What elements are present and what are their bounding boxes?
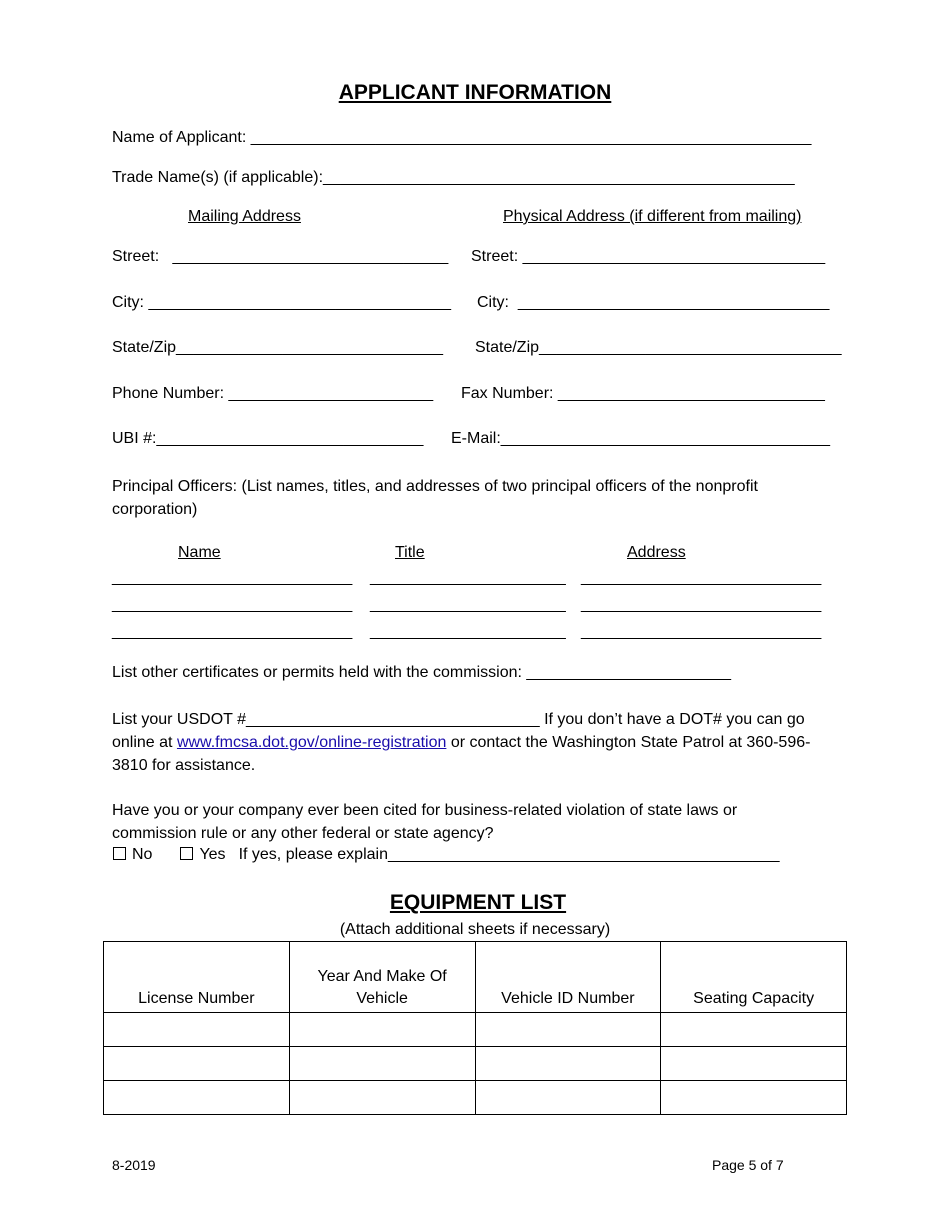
name-of-applicant-field[interactable]: Name of Applicant: _______________________________________________________________ — [112, 129, 812, 146]
officer-3-address-field[interactable]: ___________________________ — [581, 623, 822, 640]
trade-name-field[interactable]: Trade Name(s) (if applicable):_____________________________________________________ — [112, 169, 795, 186]
table-row — [104, 1013, 847, 1047]
applicant-title: APPLICANT INFORMATION — [338, 81, 612, 104]
table-cell[interactable] — [104, 1013, 290, 1047]
fmcsa-registration-link[interactable]: www.fmcsa.dot.gov/online-registration — [176, 734, 447, 751]
physical-address-header: Physical Address (if different from mailing) — [503, 208, 802, 225]
officer-3-name-field[interactable]: ___________________________ — [112, 623, 353, 640]
table-cell[interactable] — [475, 1081, 661, 1115]
officer-1-title-field[interactable]: ______________________ — [370, 569, 566, 586]
explain-field[interactable]: If yes, please explain____________________________________________ — [238, 846, 780, 863]
cited-options-row — [113, 845, 780, 865]
officer-3-title-field[interactable]: ______________________ — [370, 623, 566, 640]
officer-2-address-field[interactable]: ___________________________ — [581, 596, 822, 613]
yes-checkbox[interactable] — [180, 847, 193, 860]
no-checkbox[interactable] — [113, 847, 126, 860]
officer-col-address: Address — [627, 544, 686, 561]
table-cell[interactable] — [661, 1013, 847, 1047]
physical-street-field[interactable]: Street: __________________________________ — [471, 248, 826, 265]
other-certificates-field[interactable]: List other certificates or permits held with the commission: _______________________ — [112, 664, 732, 681]
col-year-make: Year And Make Of Vehicle — [289, 942, 475, 1013]
usdot-text-post: or contact the Washington State Patrol at 360-596-3810 for assistance. — [112, 734, 811, 774]
equipment-title: EQUIPMENT LIST — [389, 891, 567, 914]
officer-1-address-field[interactable]: ___________________________ — [581, 569, 822, 586]
ubi-field[interactable]: UBI #:______________________________ — [112, 430, 424, 447]
table-cell[interactable] — [661, 1081, 847, 1115]
footer-date: 8-2019 — [112, 1157, 156, 1173]
col-seating-capacity: Seating Capacity — [661, 942, 847, 1013]
cited-question: Have you or your company ever been cited for business-related violation of state laws or commission rule or any other federal or state agency? — [112, 802, 738, 842]
table-row — [104, 1047, 847, 1081]
usdot-paragraph — [112, 708, 832, 777]
no-label: No — [132, 846, 153, 863]
col-license-number: License Number — [104, 942, 290, 1013]
officer-2-title-field[interactable]: ______________________ — [370, 596, 566, 613]
officer-2-name-field[interactable]: ___________________________ — [112, 596, 353, 613]
mailing-address-header: Mailing Address — [188, 208, 301, 225]
table-cell[interactable] — [104, 1047, 290, 1081]
equipment-subtitle: (Attach additional sheets if necessary) — [339, 921, 611, 938]
table-cell[interactable] — [475, 1013, 661, 1047]
table-row — [104, 1081, 847, 1115]
table-cell[interactable] — [289, 1081, 475, 1115]
equipment-table — [103, 941, 847, 1115]
officer-col-name: Name — [178, 544, 221, 561]
yes-label: Yes — [199, 846, 226, 863]
physical-state-zip-field[interactable]: State/Zip__________________________________ — [475, 339, 842, 356]
officer-1-name-field[interactable]: ___________________________ — [112, 569, 353, 586]
mailing-state-zip-field[interactable]: State/Zip______________________________ — [112, 339, 443, 356]
principal-officers-instructions: Principal Officers: (List names, titles, and addresses of two principal officers of the nonprofit corporation) — [112, 478, 758, 518]
usdot-text-pre[interactable]: List your USDOT #_________________________________ If you don’t have a DOT# you can go online at — [112, 711, 805, 751]
email-field[interactable]: E-Mail:_____________________________________ — [451, 430, 831, 447]
footer-page-number: Page 5 of 7 — [712, 1157, 784, 1173]
table-cell[interactable] — [661, 1047, 847, 1081]
fax-number-field[interactable]: Fax Number: ______________________________ — [461, 385, 825, 402]
mailing-street-field[interactable]: Street: _______________________________ — [112, 248, 449, 265]
table-cell[interactable] — [289, 1047, 475, 1081]
physical-city-field[interactable]: City: ___________________________________ — [477, 294, 830, 311]
table-cell[interactable] — [104, 1081, 290, 1115]
officer-col-title: Title — [395, 544, 425, 561]
table-cell[interactable] — [289, 1013, 475, 1047]
table-cell[interactable] — [475, 1047, 661, 1081]
col-vehicle-id: Vehicle ID Number — [475, 942, 661, 1013]
equipment-header-row — [104, 942, 847, 1013]
phone-number-field[interactable]: Phone Number: _______________________ — [112, 385, 434, 402]
mailing-city-field[interactable]: City: __________________________________ — [112, 294, 451, 311]
